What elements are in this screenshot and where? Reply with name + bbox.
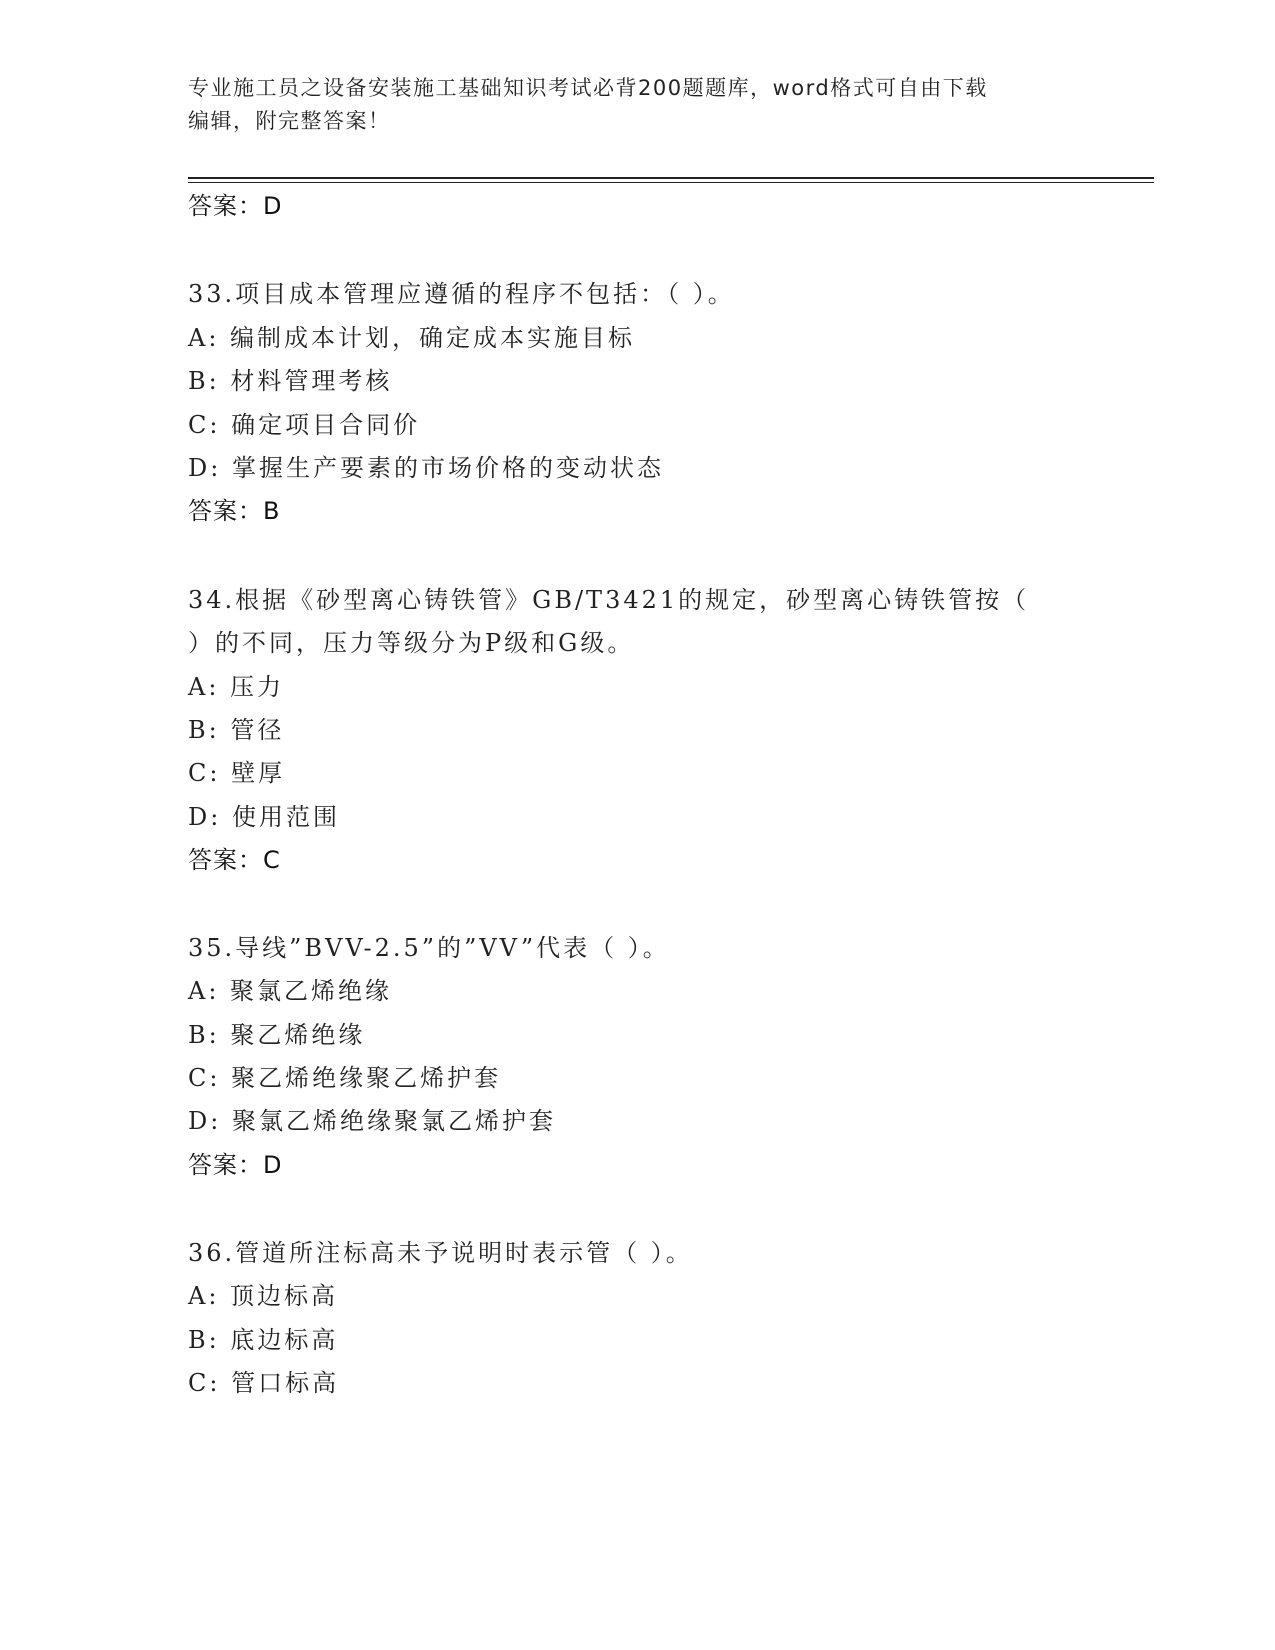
header-divider-thin bbox=[188, 182, 1154, 183]
option-a: A: 聚氯乙烯绝缘 bbox=[188, 977, 393, 1005]
answer: 答案：B bbox=[188, 497, 281, 525]
option-c: C: 壁厚 bbox=[188, 759, 286, 787]
option-b: B: 管径 bbox=[188, 716, 285, 744]
document-header bbox=[188, 72, 1088, 138]
answer: 答案：C bbox=[188, 846, 281, 874]
question-stem-line1: 34.根据《砂型离心铸铁管》GB/T3421的规定，砂型离心铸铁管按（ bbox=[188, 586, 1030, 614]
option-b: B: 底边标高 bbox=[188, 1326, 339, 1354]
option-b: B: 材料管理考核 bbox=[188, 367, 393, 395]
option-c: C: 聚乙烯绝缘聚乙烯护套 bbox=[188, 1064, 502, 1092]
previous-answer: 答案：D bbox=[188, 192, 283, 220]
header-divider-thick bbox=[188, 177, 1154, 179]
question-stem: 35.导线”BVV-2.5”的”VV”代表（ ）。 bbox=[188, 934, 670, 962]
question-stem: 36.管道所注标高未予说明时表示管（ ）。 bbox=[188, 1239, 693, 1267]
option-b: B: 聚乙烯绝缘 bbox=[188, 1021, 366, 1049]
option-a: A: 顶边标高 bbox=[188, 1282, 339, 1310]
header-title-line2: 编辑，附完整答案！ bbox=[188, 109, 391, 133]
option-d: D: 使用范围 bbox=[188, 803, 340, 831]
question-stem: 33.项目成本管理应遵循的程序不包括：（ ）。 bbox=[188, 280, 735, 308]
header-title-line1: 专业施工员之设备安装施工基础知识考试必背200题题库，word格式可自由下载 bbox=[188, 76, 988, 100]
answer: 答案：D bbox=[188, 1151, 283, 1179]
option-a: A: 压力 bbox=[188, 673, 285, 701]
option-a: A: 编制成本计划，确定成本实施目标 bbox=[188, 324, 636, 352]
option-c: C: 管口标高 bbox=[188, 1369, 340, 1397]
option-d: D: 掌握生产要素的市场价格的变动状态 bbox=[188, 454, 664, 482]
option-d: D: 聚氯乙烯绝缘聚氯乙烯护套 bbox=[188, 1107, 556, 1135]
option-c: C: 确定项目合同价 bbox=[188, 411, 421, 439]
question-stem-line2: ）的不同，压力等级分为P级和G级。 bbox=[188, 629, 635, 657]
